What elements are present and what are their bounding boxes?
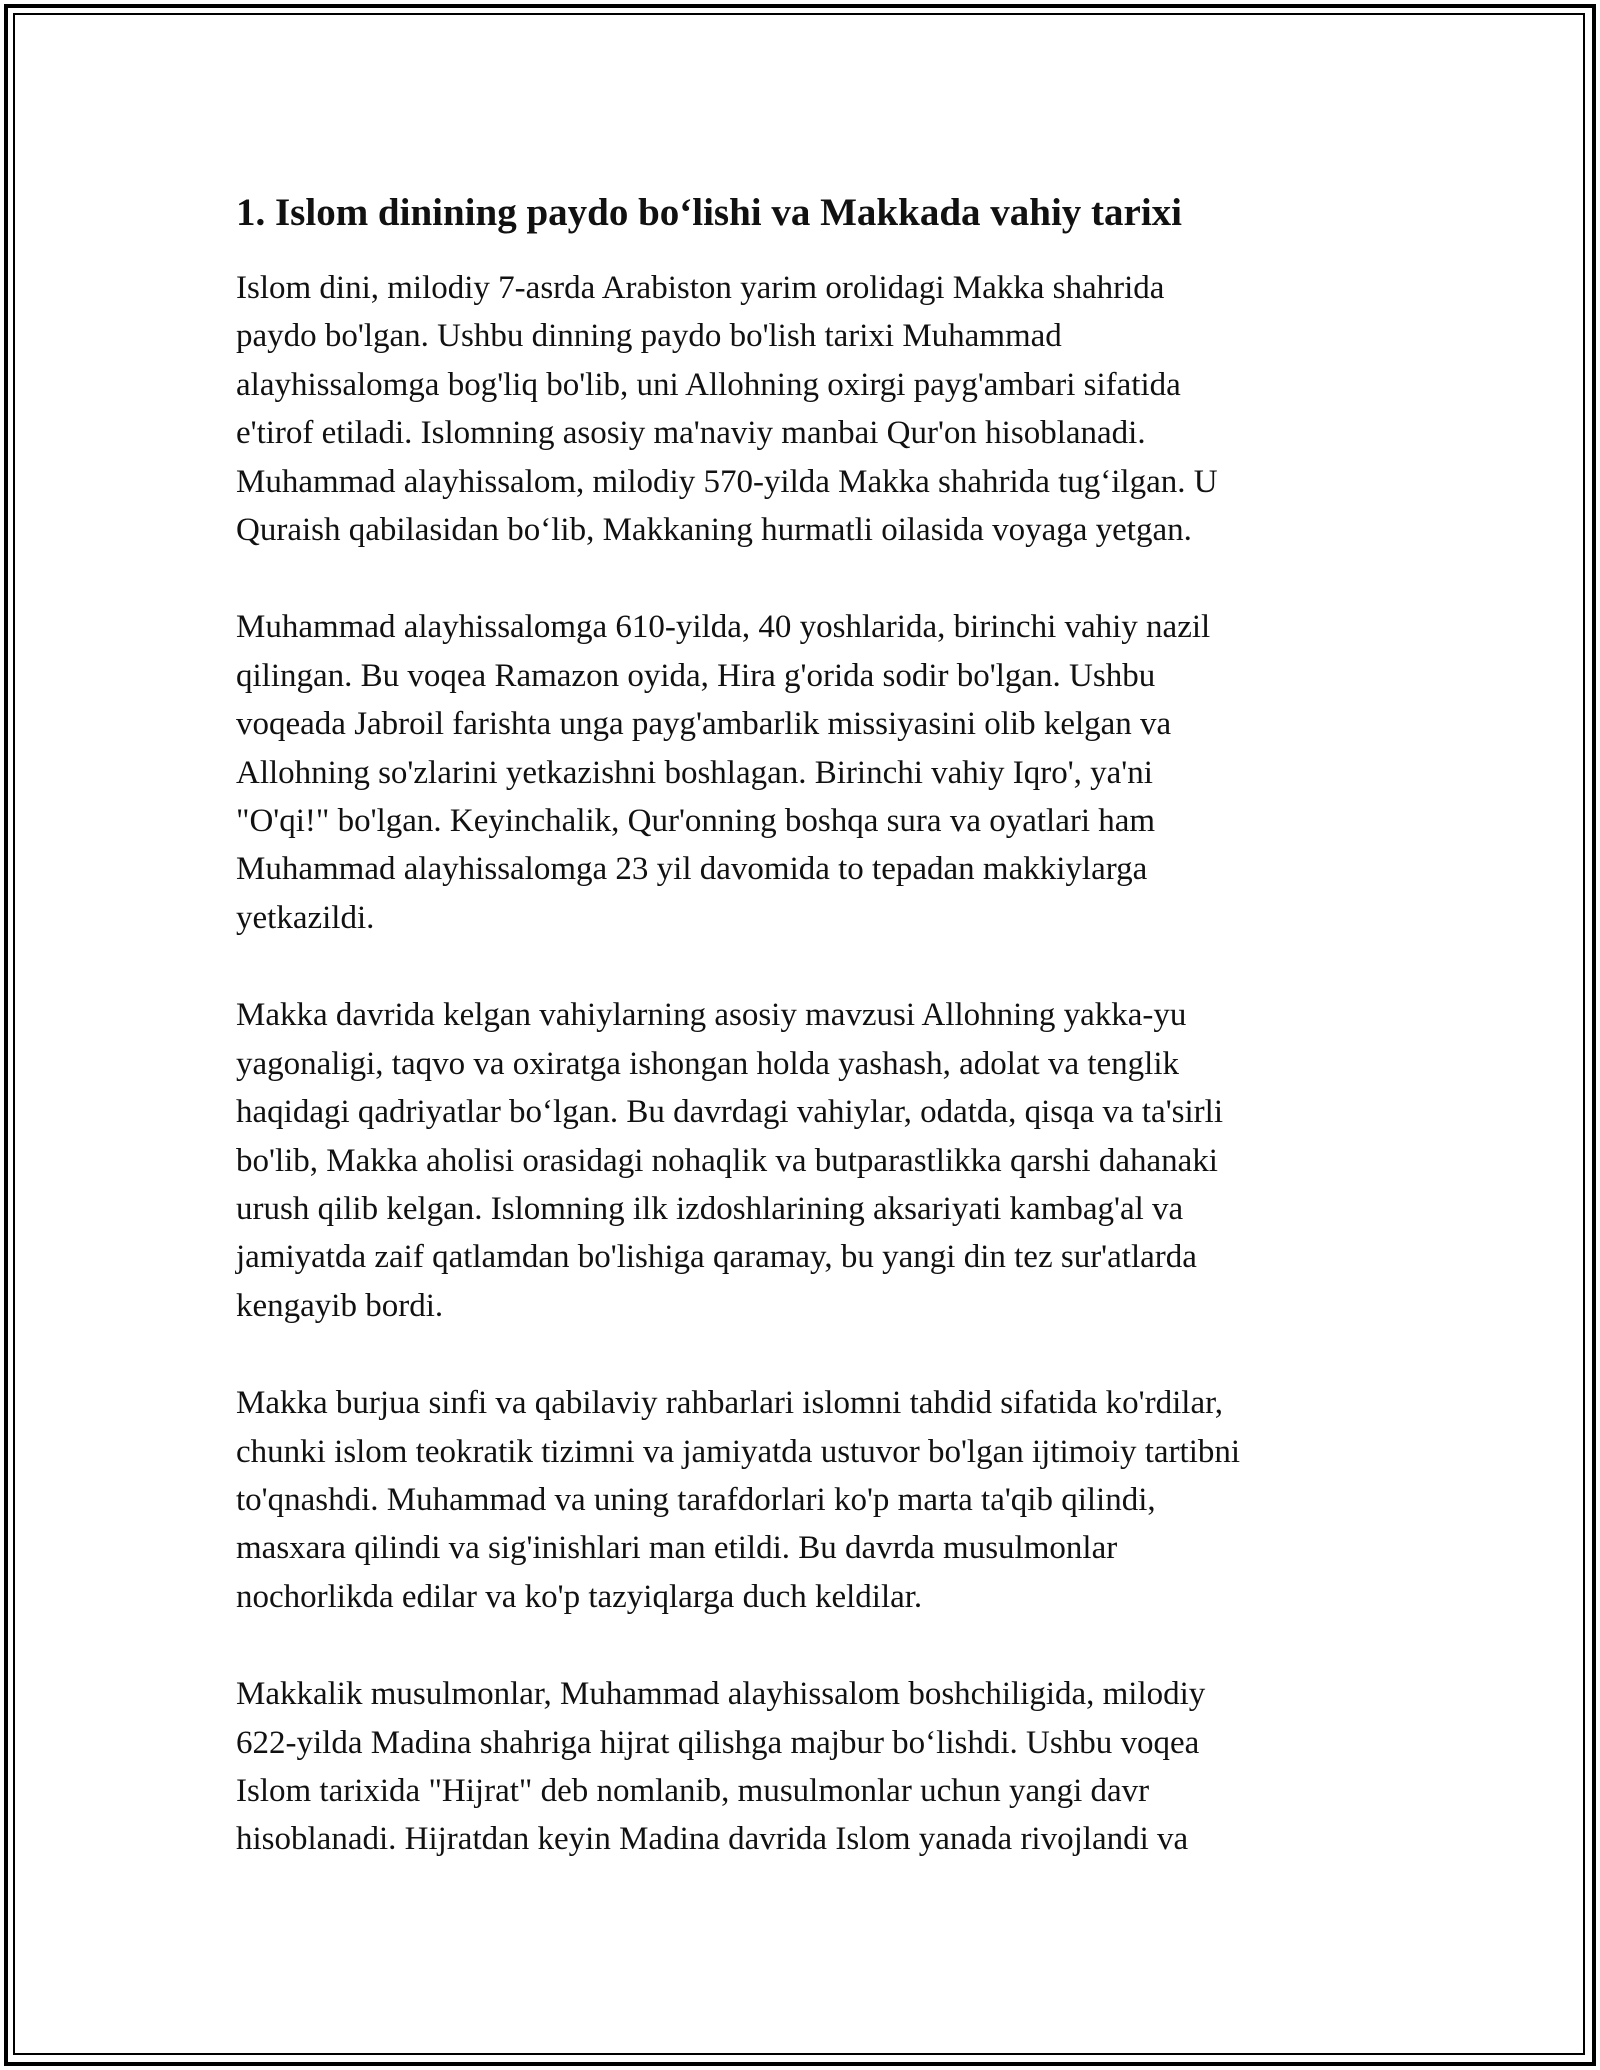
paragraph-1: Islom dini, milodiy 7-asrda Arabiston yarim orolidagi Makka shahrida paydo bo'lgan. Ushbu dinning paydo bo'lish tarixi Muhammad alayhissalomga bog'liq bo'lib, uni Allohning oxirgi payg'ambari sifatida e'tirof etiladi. Islomning asosiy ma'naviy manbai Qur'on hisoblanadi. Muhammad alayhissalom, milodiy 570-yilda Makka shahrida tug‘ilgan. U Quraish qabilasidan bo‘lib, Makkaning hurmatli oilasida voyaga yetgan.: [236, 270, 1218, 549]
document-title: 1. Islom dinining paydo bo‘lishi va Makkada vahiy tarixi: [236, 191, 1182, 234]
paragraph-4: Makka burjua sinfi va qabilaviy rahbarlari islomni tahdid sifatida ko'rdilar, chunki islom teokratik tizimni va jamiyatda ustuvor bo'lgan ijtimoiy tartibni to'qnashdi. Muhammad va uning tarafdorlari ko'p marta ta'qib qilindi, masxara qilindi va sig'inishlari man etildi. Bu davrda musulmonlar nochorlikda edilar va ko'p tazyiqlarga duch keldilar.: [236, 1385, 1241, 1615]
paragraph-3: Makka davrida kelgan vahiylarning asosiy mavzusi Allohning yakka-yu yagonaligi, taqvo va oxiratga ishongan holda yashash, adolat va tenglik haqidagi qadriyatlar bo‘lgan. Bu davrdagi vahiylar, odatda, qisqa va ta'sirli bo'lib, Makka aholisi orasidagi nohaqlik va butparastlikka qarshi dahanaki urush qilib kelgan. Islomning ilk izdoshlarining aksariyati kambag'al va jamiyatda zaif qatlamdan bo'lishiga qaramay, bu yangi din tez sur'atlarda kengayib bordi.: [236, 997, 1223, 1324]
paragraph-5: Makkalik musulmonlar, Muhammad alayhissalom boshchiligida, milodiy 622-yilda Madina shahriga hijrat qilishga majbur bo‘lishdi. Ushbu voqea Islom tarixida "Hijrat" deb nomlanib, musulmonlar uchun yangi davr hisoblanadi. Hijratdan keyin Madina davrida Islom yanada rivojlandi va: [236, 1676, 1206, 1858]
document-body: [236, 182, 1376, 1913]
paragraph-2: Muhammad alayhissalomga 610-yilda, 40 yoshlarida, birinchi vahiy nazil qilingan. Bu voqea Ramazon oyida, Hira g'orida sodir bo'lgan. Ushbu voqeada Jabroil farishta unga payg'ambarlik missiyasini olib kelgan va Allohning so'zlarini yetkazishni boshlagan. Birinchi vahiy Iqro', ya'ni "O'qi!" bo'lgan. Keyinchalik, Qur'onning boshqa sura va oyatlari ham Muhammad alayhissalomga 23 yil davomida to tepadan makkiylarga yetkazildi.: [236, 609, 1211, 936]
